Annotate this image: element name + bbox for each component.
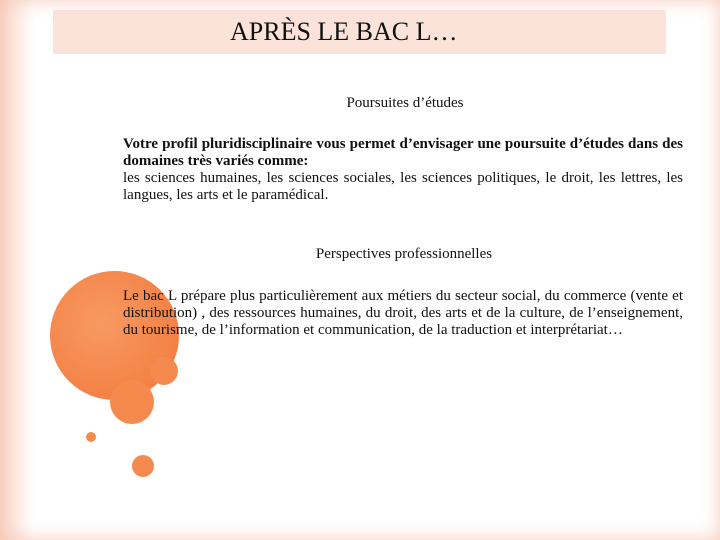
paragraph-poursuites-intro: Votre profil pluridisciplinaire vous permet d’envisager une poursuite d’études dans des domaines très variés comme: bbox=[123, 136, 683, 169]
slide-content bbox=[123, 95, 683, 339]
decorative-circle-medium bbox=[110, 380, 154, 424]
decorative-circle-small bbox=[150, 357, 178, 385]
heading-poursuites: Poursuites d’études bbox=[346, 95, 464, 111]
decorative-circle-dot bbox=[132, 455, 154, 477]
paragraph-poursuites-domains: les sciences humaines, les sciences sociales, les sciences politiques, le droit, les lettres, les langues, les arts et le paramédical. bbox=[123, 170, 683, 203]
slide-title: APRÈS LE BAC L… bbox=[230, 17, 458, 46]
decorative-circle-tiny bbox=[86, 432, 96, 442]
paragraph-perspectives: Le bac L prépare plus particulièrement aux métiers du secteur social, du commerce (vente et distribution) , des ressources humaines, du droit, des arts et de la culture, de l’enseignement, du tourisme, de l’information et communication, de la traduction et interprétariat… bbox=[123, 288, 683, 338]
heading-perspectives: Perspectives professionnelles bbox=[315, 246, 493, 262]
left-edge-glow bbox=[0, 0, 34, 540]
